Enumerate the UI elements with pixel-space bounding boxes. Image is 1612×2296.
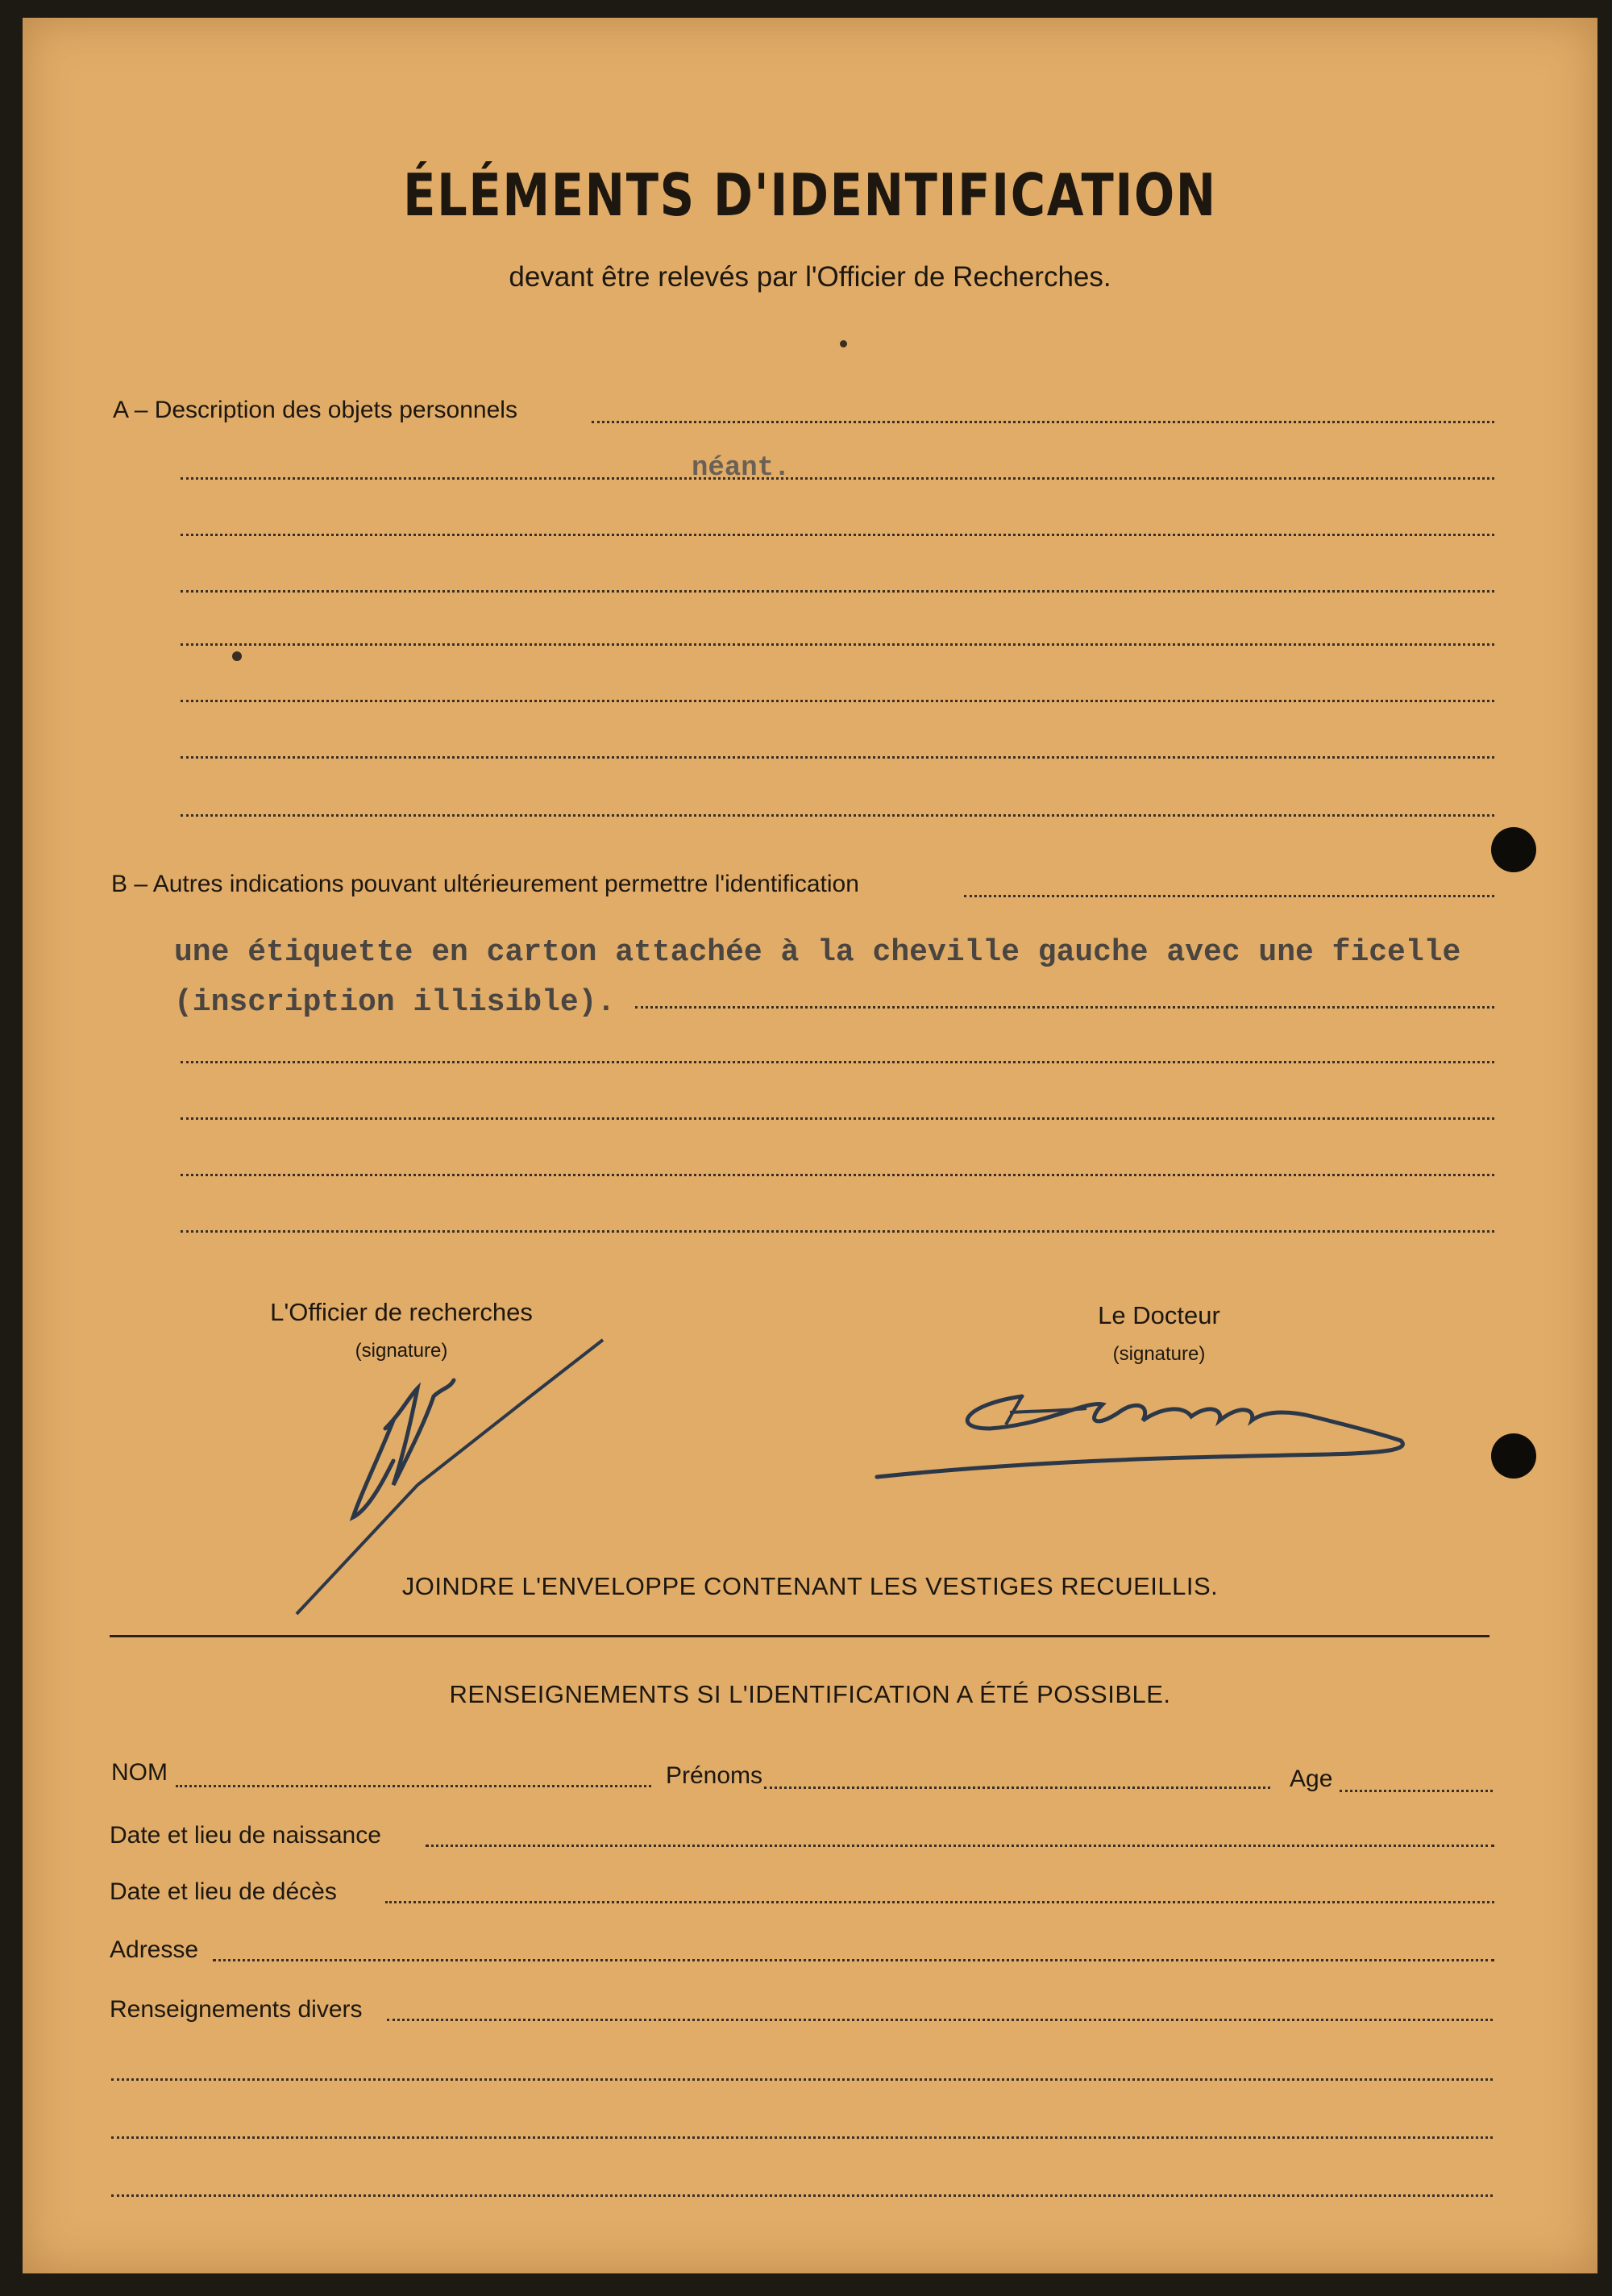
age-label: Age bbox=[1290, 1766, 1333, 1792]
form-title: ÉLÉMENTS D'IDENTIFICATION bbox=[403, 161, 1217, 229]
section-b-line-5 bbox=[181, 1174, 1494, 1176]
section-b-typed-line-2: (inscription illisible). bbox=[174, 985, 616, 1020]
section-a-line-4 bbox=[181, 590, 1494, 593]
section-a-line-5 bbox=[181, 643, 1494, 646]
section-b-line-1 bbox=[964, 895, 1494, 897]
section-a-typed-value: néant. bbox=[692, 453, 791, 484]
prenoms-label: Prénoms bbox=[666, 1762, 763, 1789]
punch-hole-bottom bbox=[1491, 1433, 1536, 1479]
section-a-line-3 bbox=[181, 534, 1494, 536]
deces-label: Date et lieu de décès bbox=[110, 1878, 337, 1905]
form-page bbox=[23, 18, 1597, 2273]
punch-hole-top bbox=[1491, 827, 1536, 872]
section-a-line-2 bbox=[181, 477, 1494, 480]
section-b-line-2 bbox=[635, 1006, 1494, 1009]
divers-line-1 bbox=[387, 2019, 1493, 2021]
doctor-title: Le Docteur bbox=[1098, 1301, 1220, 1329]
divers-line-4 bbox=[111, 2194, 1493, 2197]
divers-line-2 bbox=[111, 2078, 1493, 2081]
divers-line-3 bbox=[111, 2136, 1493, 2139]
nom-label: NOM bbox=[111, 1759, 168, 1786]
doctor-signature bbox=[845, 1364, 1425, 1493]
age-field bbox=[1340, 1790, 1493, 1792]
section-a-label: A – Description des objets personnels bbox=[113, 397, 517, 423]
section-b-line-6 bbox=[181, 1230, 1494, 1233]
section-b-label: B – Autres indications pouvant ultérieurement permettre l'identification bbox=[111, 871, 859, 897]
adresse-field bbox=[213, 1959, 1494, 1961]
section-divider bbox=[110, 1635, 1489, 1637]
prenoms-field bbox=[764, 1786, 1270, 1789]
ink-speck bbox=[840, 340, 847, 347]
divers-label: Renseignements divers bbox=[110, 1996, 363, 2023]
identification-heading: RENSEIGNEMENTS SI L'IDENTIFICATION A ÉTÉ POSSIBLE. bbox=[449, 1680, 1171, 1708]
doctor-signature-note: (signature) bbox=[1112, 1343, 1206, 1365]
adresse-label: Adresse bbox=[110, 1936, 199, 1963]
officer-signature-note: (signature) bbox=[355, 1340, 448, 1362]
naissance-field bbox=[426, 1845, 1494, 1847]
section-a-line-6 bbox=[181, 700, 1494, 702]
nom-field bbox=[176, 1785, 651, 1787]
section-b-typed-line-1: une étiquette en carton attachée à la cheville gauche avec une ficelle bbox=[174, 935, 1461, 970]
naissance-label: Date et lieu de naissance bbox=[110, 1822, 381, 1849]
instruction-text: JOINDRE L'ENVELOPPE CONTENANT LES VESTIGES RECUEILLIS. bbox=[401, 1572, 1219, 1600]
section-a-line-8 bbox=[181, 814, 1494, 817]
section-b-line-3 bbox=[181, 1061, 1494, 1063]
section-a-line-1 bbox=[592, 421, 1494, 423]
section-b-line-4 bbox=[181, 1117, 1494, 1120]
officer-title: L'Officier de recherches bbox=[270, 1298, 533, 1326]
section-a-line-7 bbox=[181, 756, 1494, 759]
deces-field bbox=[385, 1901, 1494, 1903]
form-subtitle: devant être relevés par l'Officier de Recherches. bbox=[509, 261, 1111, 293]
ink-speck bbox=[232, 651, 242, 661]
